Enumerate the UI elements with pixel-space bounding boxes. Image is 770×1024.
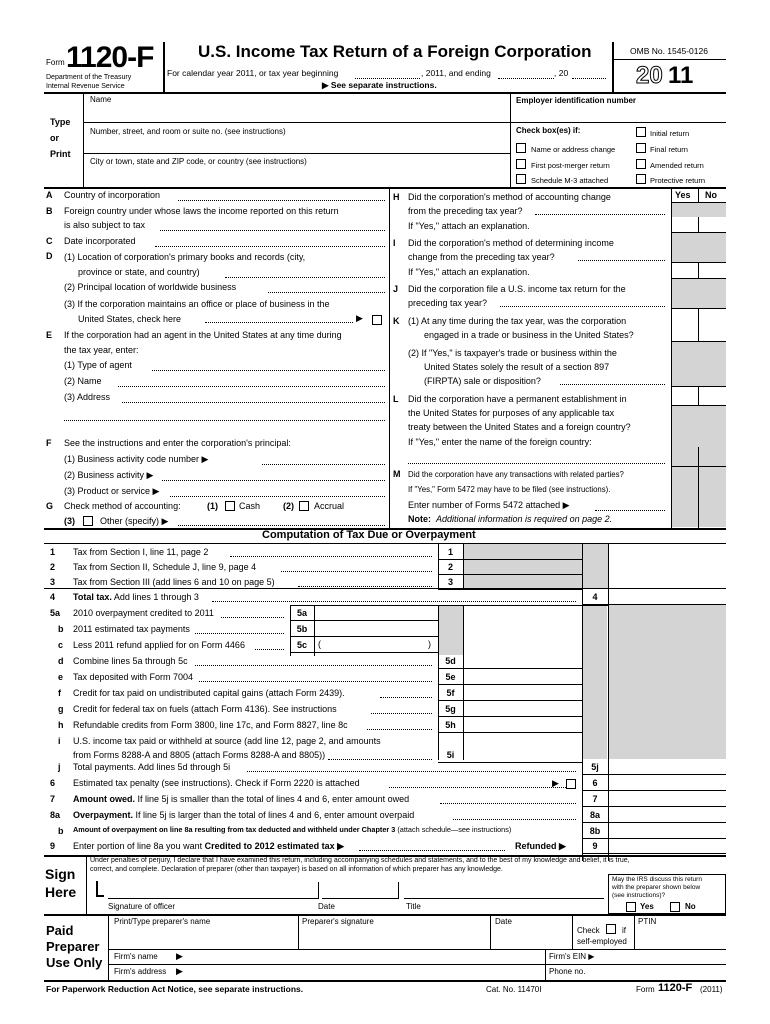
line-number: g: [58, 704, 64, 714]
perjury-statement-1: Under penalties of perjury, I declare that I have examined this return, including accompanying schedules and statements, and to the best of my knowledge and belief, it is true,: [90, 857, 630, 864]
title-label: Title: [406, 902, 421, 911]
line-text: U.S. income tax paid or withheld at source (add line 12, page 2, and amounts: [73, 736, 381, 746]
preparer-label: Preparer: [46, 939, 100, 954]
year-bold: 11: [668, 62, 694, 89]
m3-attached-checkbox[interactable]: [516, 173, 526, 184]
year-comma-label: , 20: [554, 68, 569, 78]
item-l-label-4: If "Yes," enter the name of the foreign country:: [408, 437, 592, 447]
line-description: [73, 778, 360, 789]
line-text-2: If line 5j is smaller than the total of lines 4 and 6, enter amount owed: [135, 794, 410, 804]
line-number: 2: [50, 562, 56, 572]
officer-signature-field[interactable]: [108, 898, 318, 899]
other-method-label: Other (specify) ▶: [100, 516, 169, 526]
line-box-label: 8b: [589, 826, 601, 836]
line-description: [73, 640, 245, 651]
line-box-label: 4: [592, 592, 598, 602]
here-label: Here: [45, 884, 77, 900]
line-box-label: 2: [447, 562, 453, 572]
item-b-label-1: Foreign country under whose laws the income reported on this return: [64, 206, 339, 216]
name-label: Name: [90, 95, 112, 104]
tax-year-end-field[interactable]: [498, 78, 554, 79]
amended-return-label: Amended return: [650, 161, 704, 170]
paid-label: Paid: [46, 923, 74, 938]
line-amount-field[interactable]: [463, 544, 582, 559]
item-j-label-1: Did the corporation file a U.S. income tax return for the: [408, 284, 626, 294]
line-number: h: [58, 720, 64, 730]
line-amount-field[interactable]: [608, 775, 726, 790]
if-label: if: [622, 926, 626, 935]
line-text: Tax from Section II, Schedule J, line 9, page 4: [73, 562, 257, 572]
line-text: Tax from Section III (add lines 6 and 10 on page 5): [73, 577, 275, 587]
item-l-label-3: treaty between the United States and a foreign country?: [408, 422, 631, 432]
line-text-2: (attach schedule—see instructions): [395, 825, 512, 834]
final-return-checkbox[interactable]: [636, 142, 646, 153]
line-box-label: 5j: [591, 762, 599, 772]
line-amount-field[interactable]: [314, 621, 438, 636]
line-number: b: [58, 624, 64, 634]
irs-discuss-no-label: No: [685, 902, 696, 911]
agent-address-field-2[interactable]: [64, 420, 385, 421]
line-number: 7: [50, 794, 56, 804]
line-description: [73, 736, 381, 747]
line-box-label: 5e: [445, 672, 456, 682]
line-number: 9: [50, 841, 56, 851]
irs-discuss-yes-label: Yes: [640, 902, 654, 911]
signature-of-officer-label: Signature of officer: [108, 902, 176, 911]
line-text: Tax from Section I, line 11, page 2: [73, 547, 209, 557]
line-box-label: 8a: [589, 810, 600, 820]
item-m-label-2: If "Yes," Form 5472 may have to be filed (see instructions).: [408, 485, 611, 494]
or-label: or: [50, 133, 59, 143]
item-d1-label-1: (1) Location of corporation's primary books and records (city,: [64, 252, 306, 262]
irs-discuss-no-checkbox[interactable]: [670, 901, 680, 912]
line-number: 6: [50, 778, 56, 788]
yes-column-header: Yes: [675, 190, 691, 200]
item-c-label: Date incorporated: [64, 236, 136, 246]
omb-number: OMB No. 1545-0126: [630, 46, 708, 56]
line-box-label: 5h: [445, 720, 456, 730]
line-text-2: Add lines 1 through 3: [111, 592, 199, 602]
post-merger-label: First post-merger return: [531, 161, 610, 170]
post-merger-checkbox[interactable]: [516, 158, 526, 169]
initial-return-label: Initial return: [650, 129, 690, 138]
line-description: [73, 826, 511, 835]
item-k-label-4: United States solely the result of a section 897: [424, 362, 610, 372]
line-box-label: 5c: [296, 640, 307, 650]
item-h-label-1: Did the corporation's method of accounting change: [408, 192, 611, 202]
amended-return-checkbox[interactable]: [636, 158, 646, 169]
phone-label: Phone no.: [549, 967, 586, 976]
line-amount-field[interactable]: [463, 747, 582, 762]
cash-label: Cash: [239, 501, 261, 511]
line-description: [73, 562, 256, 573]
line-box-label: 6: [592, 778, 598, 788]
item-k-label-2: engaged in a trade or business in the United States?: [424, 330, 634, 340]
line-amount-field[interactable]: [463, 669, 582, 684]
principal-location-field[interactable]: [268, 292, 385, 293]
note-label: Note:: [408, 514, 431, 524]
foreign-country-name-field[interactable]: [408, 463, 665, 464]
line-text: Amount of overpayment on line 8a resulting from tax deducted and withheld under Chapter 3: [73, 825, 396, 834]
form-word: Form: [46, 58, 65, 67]
line-description: [73, 608, 214, 619]
line-text: 2010 overpayment credited to 2011: [73, 608, 214, 618]
cash-checkbox[interactable]: [225, 500, 235, 511]
firm-ein-label: Firm's EIN ▶: [549, 952, 595, 961]
line-text: Overpayment.: [73, 810, 134, 820]
item-m-label-1: Did the corporation have any transactions with related parties?: [408, 470, 624, 479]
line-description: [73, 720, 348, 731]
line-amount-field[interactable]: [314, 605, 438, 620]
item-i-label-3: If "Yes," attach an explanation.: [408, 267, 530, 277]
form-2220-checkbox[interactable]: [566, 778, 576, 789]
forms-5472-count-field[interactable]: [595, 510, 665, 511]
address-label: Number, street, and room or suite no. (see instructions): [90, 127, 286, 136]
item-b-label-2: is also subject to tax: [64, 220, 146, 230]
ein-label: Employer identification number: [516, 96, 637, 105]
type-label: Type: [50, 117, 71, 127]
footer-year: (2011): [700, 985, 723, 994]
irs-discuss-1: May the IRS discuss this return: [612, 876, 702, 883]
refunded-label: Refunded ▶: [515, 841, 566, 851]
irs-discuss-3: (see instructions)?: [612, 892, 666, 899]
check-label: Check: [577, 926, 600, 935]
item-i-label-2: change from the preceding tax year?: [408, 252, 555, 262]
self-employed-checkbox[interactable]: [606, 923, 616, 934]
line-text-2: from Forms 8288-A and 8805 (attach Forms 8288-A and 8805)): [73, 750, 326, 760]
department-label: Department of the Treasury: [46, 74, 132, 81]
line-box-label: 5f: [446, 688, 455, 698]
m3-attached-label: Schedule M-3 attached: [531, 176, 609, 185]
line-text: Total payments. Add lines 5d through 5i: [73, 762, 231, 772]
item-j-label-2: preceding tax year?: [408, 298, 488, 308]
line-description: [73, 547, 208, 558]
line-amount-field[interactable]: [608, 807, 726, 822]
name-change-label: Name or address change: [531, 145, 616, 154]
year-outline: 20: [636, 62, 663, 89]
item-h-label-3: If "Yes," attach an explanation.: [408, 221, 530, 231]
line-amount-field[interactable]: [608, 589, 726, 604]
line-description: [73, 577, 275, 588]
other-method-checkbox[interactable]: [83, 515, 93, 526]
calendar-line: For calendar year 2011, or tax year beginning: [167, 68, 339, 78]
agent-type-field[interactable]: [152, 370, 385, 371]
item-d3-label-1: (3) If the corporation maintains an office or place of business in the: [64, 299, 330, 309]
line-amount-field[interactable]: [463, 717, 582, 732]
line-text: Tax deposited with Form 7004: [73, 672, 194, 682]
initial-return-checkbox[interactable]: [636, 126, 646, 137]
line-amount-field[interactable]: [608, 838, 726, 853]
item-e-label-1: If the corporation had an agent in the United States at any time during: [64, 330, 342, 340]
irs-discuss-2: with the preparer shown below: [612, 884, 701, 891]
item-k-label-3: (2) If "Yes," is taxpayer's trade or business within the: [408, 348, 617, 358]
paperwork-notice: For Paperwork Reduction Act Notice, see separate instructions.: [46, 984, 304, 994]
irs-discuss-yes-checkbox[interactable]: [626, 901, 636, 912]
line-number: f: [58, 688, 61, 698]
line-box-label: 3: [447, 577, 453, 587]
line-text: Total tax.: [73, 592, 112, 602]
line-description: [73, 704, 337, 715]
item-g-label: Check method of accounting:: [64, 501, 181, 511]
date-incorporated-field[interactable]: [155, 246, 385, 247]
self-employed-label: self-employed: [577, 937, 627, 946]
line-description: [73, 794, 409, 805]
business-activity-field[interactable]: [162, 480, 385, 481]
irs-label: Internal Revenue Service: [46, 83, 125, 90]
foreign-country-field[interactable]: [160, 230, 385, 231]
line-description: [73, 810, 414, 821]
g3-label: (3): [64, 516, 75, 526]
sign-date-label: Date: [318, 902, 335, 911]
line-text: 2011 estimated tax payments: [73, 624, 190, 634]
item-k-label-5: (FIRPTA) sale or disposition?: [424, 376, 541, 386]
line-number: d: [58, 656, 64, 666]
check-boxes-label: Check box(es) if:: [516, 126, 581, 135]
line-description: [73, 592, 199, 603]
line-text: Credit for federal tax on fuels (attach Form 4136). See instructions: [73, 704, 337, 714]
line-text-2: Credited to 2012 estimated tax ▶: [202, 841, 345, 851]
line-amount-field[interactable]: [463, 653, 582, 668]
line-box-label: 5a: [296, 608, 307, 618]
protective-return-label: Protective return: [650, 176, 706, 185]
product-service-field[interactable]: [170, 496, 385, 497]
catalog-number: Cat. No. 11470I: [486, 985, 542, 994]
item-m-label-3: Enter number of Forms 5472 attached ▶: [408, 500, 570, 510]
line-number: e: [58, 672, 64, 682]
tax-year-begin-field[interactable]: [355, 78, 420, 79]
sign-date-field[interactable]: [322, 898, 398, 899]
line-number: c: [58, 640, 64, 650]
line-text: Enter portion of line 8a you want: [73, 841, 203, 851]
accrual-checkbox[interactable]: [299, 500, 309, 511]
no-column-header: No: [705, 190, 717, 200]
line-amount-field[interactable]: [608, 759, 726, 774]
item-d3-label-2: United States, check here: [78, 314, 182, 324]
line-amount-field[interactable]: [463, 701, 582, 716]
agent-name-field[interactable]: [118, 386, 385, 387]
line-text: Less 2011 refund applied for on Form 4466: [73, 640, 245, 650]
item-d2-label: (2) Principal location of worldwide business: [64, 282, 237, 292]
footer-form-label: Form: [636, 985, 655, 994]
line-amount-field[interactable]: [463, 685, 582, 700]
line-number: j: [58, 762, 61, 772]
ending-label: , 2011, and ending: [421, 68, 491, 78]
item-f3-label: (3) Product or service ▶: [64, 486, 160, 496]
preparer-date-label: Date: [495, 917, 512, 926]
preparer-name-label: Print/Type preparer's name: [114, 917, 211, 926]
line-amount-field[interactable]: [463, 574, 582, 589]
item-e-name-label: (2) Name: [64, 376, 102, 386]
item-d1-label-2: province or state, and country): [78, 267, 200, 277]
item-f1-label: (1) Business activity code number ▶: [64, 454, 209, 464]
other-method-field[interactable]: [178, 525, 385, 526]
line-amount-field[interactable]: [314, 637, 438, 652]
use-only-label: Use Only: [46, 955, 103, 970]
agent-address-field[interactable]: [122, 402, 385, 403]
preparer-signature-label: Preparer's signature: [302, 917, 374, 926]
item-f2-label: (2) Business activity ▶: [64, 470, 154, 480]
line-number: i: [58, 736, 61, 746]
activity-code-field[interactable]: [262, 464, 385, 465]
final-return-label: Final return: [650, 145, 688, 154]
item-k-label-1: (1) At any time during the tax year, was the corporation: [408, 316, 627, 326]
note-text: Additional information is required on page 2.: [436, 514, 613, 524]
line-number: 8a: [50, 810, 61, 820]
line-box-label: 7: [592, 794, 598, 804]
protective-return-checkbox[interactable]: [636, 173, 646, 184]
item-e-label-2: the tax year, enter:: [64, 345, 139, 355]
line-box-label: 5d: [445, 656, 456, 666]
line-number: 3: [50, 577, 56, 587]
firm-name-label: Firm's name: [114, 952, 158, 961]
line-description: [73, 672, 193, 683]
item-l-label-1: Did the corporation have a permanent establishment in: [408, 394, 627, 404]
form-page: Form 1120-F Department of the Treasury Internal Revenue Service U.S. Income Tax Return of a Foreign Corporation For calendar year 2011, or tax year beginning , 2011, and ending , 20 ▶ See separate instructions. OMB No. 1545-0126 20 11 Type or Print Name Number, street, and room or suite no. (see instructions) City or town, state and ZIP code, or country (see instructions) Employer identification number Check box(es) if: Initial return Name or address change Final return First post-merger return Amended return Schedule M-3 attached Protective return A Country of incorporation B Foreign country under whose laws the income reported on this return is also subject to tax C Date incorporated D (1) Location of corporation's primary books and records (city, province or state, and country) (2) Principal location of worldwide business (3) If the corporation maintains an office or place of business in the United States, check here ▶ E If the corporation had an agent in the United States at any time during the tax year, enter: (1) Type of agent (2) Name (3) Address F See the instructions and enter the corporation's principal: (1) Business activity code number ▶ (2) Business activity ▶ (3) Product or service ▶ G Check method of accounting: (1) Cash (2) Accrual (3) Other (specify) ▶ Yes No H Did the corporation's method of accounting change from the preceding tax year? If "Yes," attach an explanation. I Did the corporation's method of determining income change from the preceding tax year? If "Yes," attach an explanation. J Did the corporation file a U.S. income tax return for the preceding tax year? K (1) At any time during the tax year, was the corporation engaged in a trade or business in the United States? (2) If "Yes," is taxpayer's trade or business within the United States solely the result of a section 897 (FIRPTA) sale or disposition? L Did the corporation have a permanent establishment in the United States for purposes of any applicable tax treaty between the United States and a foreign country? If "Yes," enter the name of the foreign country: M Did the corporation have any transactions with related parties? If "Yes," Form 5472 may have to be filed (see instructions). Enter number of Forms 5472 attached ▶ Note: Additional information is required on page 2. Computation of Tax Due or Overpayment Sign Here Under penalties of perjury, I declare that I have examined this return, including accompanying schedules and statements, and to the best of my knowledge and belief, it is true, correct, and complete. Declaration of preparer (other than taxpayer) is based on all information of which preparer has any knowledge. Signature of officer Date Title May the IRS discuss this return with the preparer shown below (see instructions)? Yes No Paid Preparer Use Only Print/Type preparer's name Preparer's signature Date Check if self-employed PTIN Firm's name ▶ Firm's EIN ▶ Firm's address ▶ Phone no. For Paperwork Reduction Act Notice, see separate instructions. Cat. No. 11470I Form 1120-F (2011) 1 Tax from Section I, line 11, page 2 1 2 Tax from Section II, Schedule J, line 9, page 4 2 3 Tax from Section III (add lines 6 and 10 on page 5) 3 4 Total tax. Add lines 1 through 3 4 5a 2010 overpayment credited to 2011 5a b 2011 estimated tax payments 5b c Less 2011 refund applied for on Form 4466 5c d Combine lines 5a through 5c 5d e Tax deposited with Form 7004 5e f Credit for tax paid on undistributed capital gains (attach Form 2439). 5f g Credit for federal tax on fuels (attach Form 4136). See instructions 5g h Refundable credits from Form 3800, line 17c, and Form 8827, line 8c 5h i U.S. income tax paid or withheld at source (add line 12, page 2, and amounts from Forms 8288-A and 8805 (attach Forms 8288-A and 8805)) 5i j Total payments. Add lines 5d through 5i 5j 6 Estimated tax penalty (see instructions). Check if Form 2220 is attached 6 7 Amount owed. If line 5j is smaller than the total of lines 4 and 6, enter amount owed 7 8a Overpayment. If line 5j is larger than the total of lines 4 and 6, enter amount overpaid 8a b Amount of overpayment on line 8a resulting from tax deducted and withheld under Chapter 3 (attach schedule—see instructions) 8b 9 Enter portion of line 8a you want Credited to 2012 estimated tax ▶ Refunded ▶ 9 ( ) ▶: [0, 0, 770, 1024]
line-text: Amount owed.: [73, 794, 135, 804]
line-box-label: 5i: [446, 750, 455, 760]
line-box-label: 9: [592, 841, 598, 851]
line-description: [73, 841, 344, 852]
line-number: b: [58, 826, 64, 836]
line-amount-field[interactable]: [608, 823, 726, 838]
sign-label: Sign: [45, 866, 76, 882]
computation-title: Computation of Tax Due or Overpayment: [262, 529, 476, 541]
country-of-incorporation-field[interactable]: [178, 200, 385, 201]
accrual-label: Accrual: [314, 501, 345, 511]
books-location-field[interactable]: [225, 277, 385, 278]
tax-year-end-year-field[interactable]: [572, 78, 606, 79]
item-e-type-label: (1) Type of agent: [64, 360, 132, 370]
line-description: [73, 688, 345, 699]
city-label: City or town, state and ZIP code, or country (see instructions): [90, 157, 307, 166]
item-f-label: See the instructions and enter the corporation's principal:: [64, 438, 291, 448]
us-office-checkbox[interactable]: [372, 314, 382, 325]
line-number: 4: [50, 592, 56, 602]
firm-address-label: Firm's address: [114, 967, 167, 976]
print-label: Print: [50, 149, 71, 159]
line-number: 5a: [50, 608, 61, 618]
footer-form-number: 1120-F: [658, 982, 693, 994]
line-text: Credit for tax paid on undistributed capital gains (attach Form 2439).: [73, 688, 345, 698]
line-text-2: If line 5j is larger than the total of lines 4 and 6, enter amount overpaid: [133, 810, 415, 820]
item-h-label-2: from the preceding tax year?: [408, 206, 523, 216]
line-box-label: 5b: [296, 624, 308, 634]
line-description: [73, 624, 190, 635]
line-description: [73, 762, 230, 773]
name-change-checkbox[interactable]: [516, 142, 526, 153]
g1-label: (1): [207, 501, 218, 511]
see-instructions: ▶ See separate instructions.: [322, 80, 437, 90]
line-amount-field[interactable]: [463, 559, 582, 574]
line-number: 1: [50, 547, 56, 557]
line-text: Estimated tax penalty (see instructions). Check if Form 2220 is attached: [73, 778, 360, 788]
line-text: Combine lines 5a through 5c: [73, 656, 188, 666]
item-a-label: Country of incorporation: [64, 190, 161, 200]
line-box-label: 5g: [445, 704, 456, 714]
officer-title-field[interactable]: [404, 898, 604, 899]
item-i-label-1: Did the corporation's method of determining income: [408, 238, 614, 248]
g2-label: (2): [283, 501, 294, 511]
item-e-address-label: (3) Address: [64, 392, 111, 402]
line-description: [73, 656, 188, 667]
form-number: 1120-F: [66, 41, 154, 74]
ptin-label: PTIN: [638, 917, 657, 926]
item-l-label-2: the United States for purposes of any applicable tax: [408, 408, 615, 418]
line-box-label: 1: [447, 547, 453, 557]
perjury-statement-2: correct, and complete. Declaration of preparer (other than taxpayer) is based on all information of which preparer has any knowledge.: [90, 866, 503, 873]
line-amount-field[interactable]: [608, 791, 726, 806]
line-text: Refundable credits from Form 3800, line 17c, and Form 8827, line 8c: [73, 720, 348, 730]
form-title: U.S. Income Tax Return of a Foreign Corporation: [198, 42, 592, 61]
